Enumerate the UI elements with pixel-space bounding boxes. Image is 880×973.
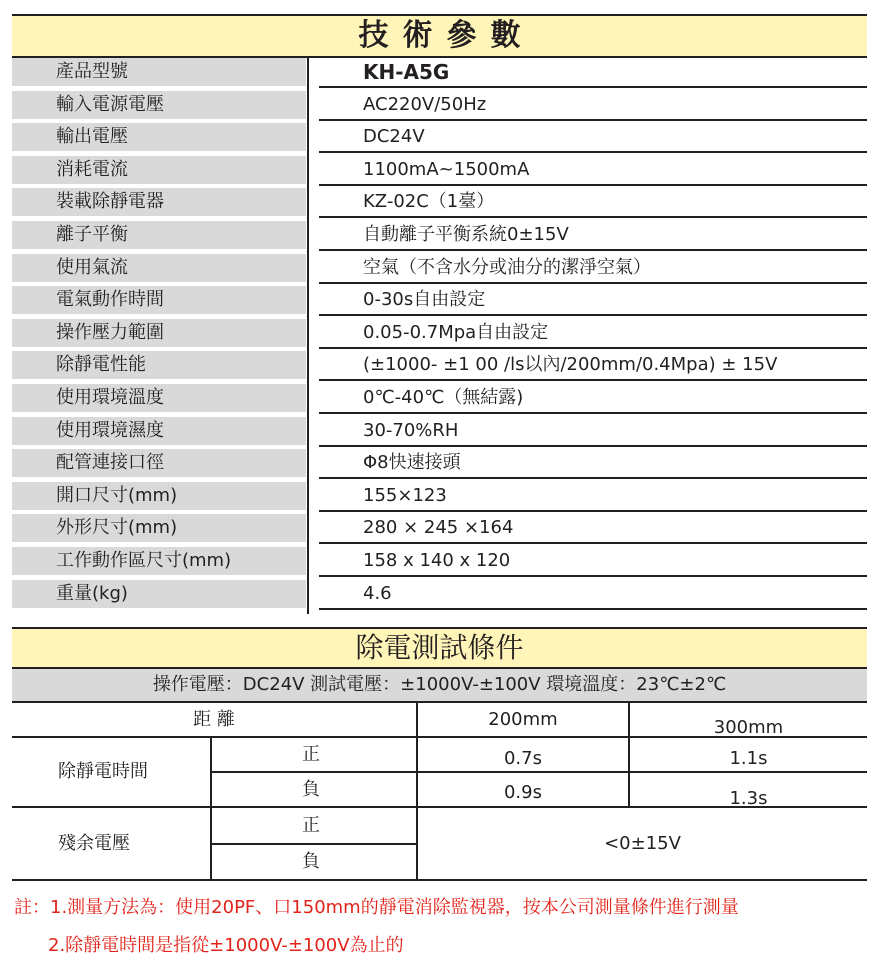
distance-label: 距 離: [193, 709, 235, 730]
spec-row: [12, 449, 867, 479]
spec-row-label: 除靜電性能: [12, 351, 306, 381]
spec-row-label: 電氣動作時間: [12, 286, 306, 316]
spec-row-label: 工作動作區尺寸(mm): [12, 547, 306, 577]
spec-row-label: 開口尺寸(mm): [12, 482, 306, 512]
spec-row-value: (±1000- ±1 00 /ls以內/200mm/0.4Mpa) ± 15V: [319, 351, 867, 381]
spec-row-label: 重量(kg): [12, 580, 306, 610]
spec-row-value: Φ8快速接頭: [319, 449, 867, 479]
spec-row-label: 使用環境濕度: [12, 417, 306, 447]
residual-positive-label: 正: [302, 815, 320, 836]
spec-row-label: 使用氣流: [12, 254, 306, 284]
spec-row-value: KH-A5G: [319, 58, 867, 88]
note-line-1: 註：1.測量方法為：使用20PF、口150mm的靜電消除監視器，按本公司測量條件進行測量: [14, 897, 739, 918]
spec-row-label: 離子平衡: [12, 221, 306, 251]
column-200mm: 200mm: [488, 709, 558, 730]
spec-row-value: 0-30s自由設定: [319, 286, 867, 316]
spec-row-label: 操作壓力範圍: [12, 319, 306, 349]
spec-row-label: 配管連接口徑: [12, 449, 306, 479]
spec-row: [12, 156, 867, 186]
time-negative-200: 0.9s: [503, 782, 542, 803]
spec-row: [12, 514, 867, 544]
spec-row: [12, 580, 867, 610]
column-300mm: 300mm: [713, 717, 784, 738]
spec-title: 技術參數: [12, 14, 867, 58]
spec-row-value: 1100mA~1500mA: [319, 156, 867, 186]
spec-row-label: 消耗電流: [12, 156, 306, 186]
spec-row: [12, 188, 867, 218]
spec-row: [12, 286, 867, 316]
spec-row-label: 使用環境溫度: [12, 384, 306, 414]
residual-voltage-value: <0±15V: [604, 833, 681, 854]
negative-label: 負: [302, 779, 320, 800]
spec-row: [12, 417, 867, 447]
residual-negative-label: 負: [302, 851, 320, 872]
spec-row-value: 自動離子平衡系統0±15V: [319, 221, 867, 251]
spec-row-value: 0.05-0.7Mpa自由設定: [319, 319, 867, 349]
spec-row-label: 產品型號: [12, 58, 306, 88]
time-positive-300: 1.1s: [729, 748, 768, 769]
spec-row: [12, 254, 867, 284]
residual-voltage-label: 殘余電壓: [58, 833, 130, 854]
spec-row-label: 外形尺寸(mm): [12, 514, 306, 544]
time-positive-200: 0.7s: [503, 748, 542, 769]
spec-row: [12, 351, 867, 381]
time-negative-300: 1.3s: [729, 788, 768, 809]
table-rule: [12, 879, 867, 881]
test-title: 除電測試條件: [12, 627, 867, 669]
spec-row: [12, 221, 867, 251]
spec-row-value: 280 × 245 ×164: [319, 514, 867, 544]
positive-label: 正: [302, 744, 320, 765]
spec-row-label: 輸入電源電壓: [12, 91, 306, 121]
spec-row: [12, 547, 867, 577]
spec-row-value: 空氣（不含水分或油分的潔淨空氣）: [319, 254, 867, 284]
spec-row: [12, 482, 867, 512]
spec-row-value: KZ-02C（1臺）: [319, 188, 867, 218]
spec-row: [12, 319, 867, 349]
spec-row-value: 0℃-40℃（無結露): [319, 384, 867, 414]
spec-row-value: 4.6: [319, 580, 867, 610]
discharge-time-label: 除靜電時間: [58, 761, 148, 782]
spec-row-label: 裝載除靜電器: [12, 188, 306, 218]
test-conditions: 操作電壓：DC24V 測試電壓：±1000V-±100V 環境溫度：23℃±2℃: [12, 669, 867, 703]
spec-row: [12, 91, 867, 121]
spec-row: [12, 58, 867, 88]
spec-row-value: 158 x 140 x 120: [319, 547, 867, 577]
spec-row: [12, 123, 867, 153]
spec-row-value: 155×123: [319, 482, 867, 512]
spec-row-value: DC24V: [319, 123, 867, 153]
spec-row-value: AC220V/50Hz: [319, 91, 867, 121]
spec-row-value: 30-70%RH: [319, 417, 867, 447]
spec-row-label: 輸出電壓: [12, 123, 306, 153]
note-line-2: 2.除靜電時間是指從±1000V-±100V為止的: [48, 935, 404, 956]
spec-row: [12, 384, 867, 414]
